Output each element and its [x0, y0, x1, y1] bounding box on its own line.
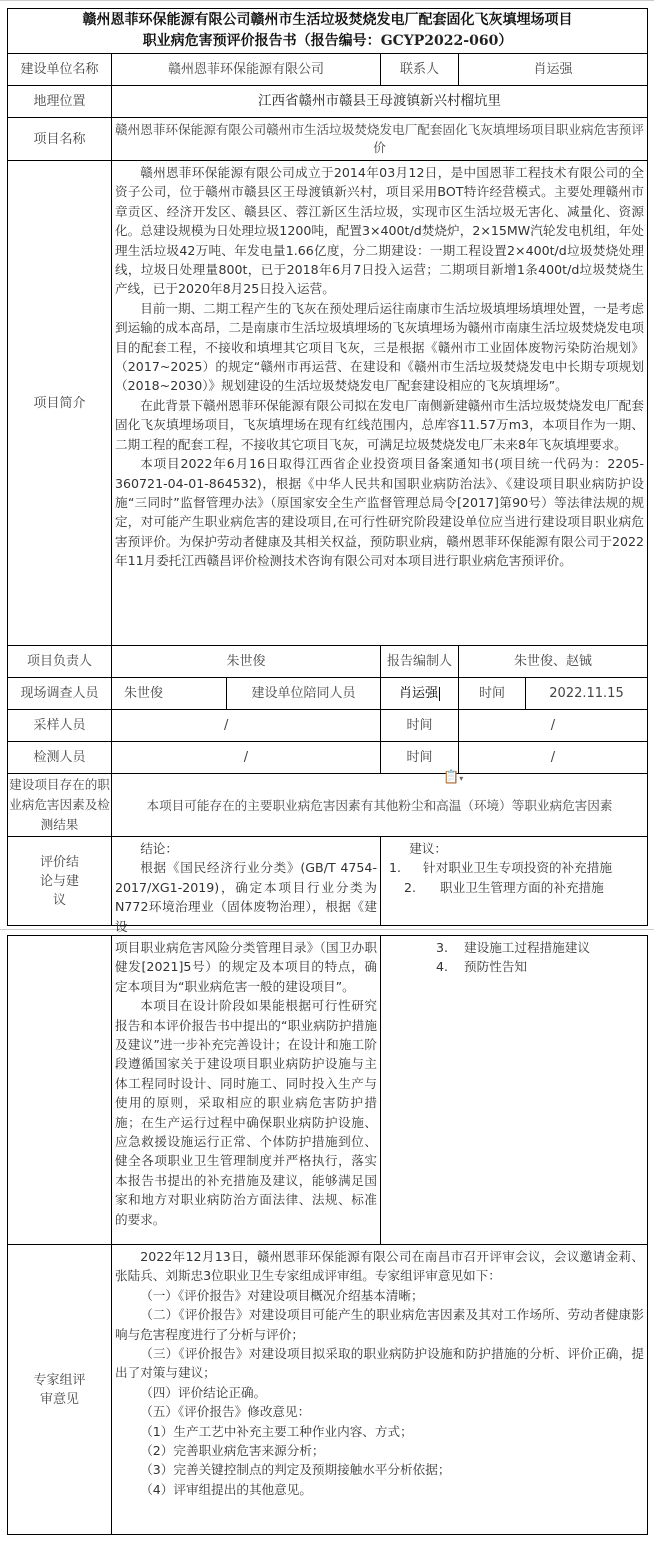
suggestions-part1[interactable]: [380, 836, 648, 926]
leader-value[interactable]: 朱世俊: [111, 645, 381, 678]
accompany-value[interactable]: [380, 677, 459, 710]
expert-paragraph: （二）《评价报告》对建设项目可能产生的职业病危害因素及其对工作场所、劳动者健康影响与危害程度进行了分析与评价；: [115, 1307, 644, 1342]
expert-paragraph: （一）《评价报告》对建设项目概况介绍基本清晰；: [140, 1287, 424, 1303]
builder-label: 建设单位名称: [7, 53, 112, 86]
title-line-1: 赣州恩菲环保能源有限公司赣州市生活垃圾焚烧发电厂配套固化飞灰填埋场项目: [82, 12, 573, 28]
suggestion-item: [384, 938, 644, 957]
conclusion-paragraph: 本项目在设计阶段如果能根据可行性研究报告和本评价报告书中提出的“职业病防护措施及建议”进一步补充完善设计；在设计和施工阶段遵循国家关于建设项目职业病防护设施与主体工程同时设计、同时施工、同时投入生产与使用的原则，采取相应的职业病危害防护措施；在生产运行过程中确保职业病防护设施、应急救援设施运行正常、个体防护措施到位、健全各项职业卫生管理制度并严格执行，落实本报告书提出的补充措施及建议，能够满足国家和地方对职业病防治方面法律、法规、标准的要求。: [115, 998, 377, 1227]
testing-value[interactable]: /: [111, 741, 381, 774]
page-title: [7, 8, 648, 54]
sampling-label: 采样人员: [7, 709, 112, 742]
hazard-value[interactable]: 本项目可能存在的主要职业病危害因素有其他粉尘和高温（环境）等职业病危害因素: [111, 773, 648, 837]
chevron-down-icon[interactable]: ▾: [459, 774, 464, 783]
intro-paragraph: 本项目2022年6月16日取得江西省企业投资项目备案通知书(项目统一代码为：2205-360721-04-01-864532)，根据《中华人民共和国职业病防治法》、《建设项目职业病防护设施“三同时”监督管理办法》（原国家安全生产监督管理总局令[2017]第90号）等法律法规的规定，对可能产生职业病危害的建设项目,在可行性研究阶段建设单位应当进行建设项目职业病危害预评价。为保护劳动者健康及其相关权益，预防职业病，赣州恩菲环保能源有限公司于2022年11月委托江西赣昌评价检测技术咨询有限公司对本项目进行职业病危害预评价。: [115, 456, 644, 569]
suggestion-num: 2.: [404, 879, 417, 895]
contact-value[interactable]: 肖运强: [458, 53, 648, 86]
expert-paragraph: （4）评审组提出的其他意见。: [140, 1481, 312, 1497]
title-line-2: [143, 31, 513, 52]
expert-paragraph: （3）完善关键控制点的判定及预期接触水平分析依据；: [140, 1462, 451, 1478]
location-label: 地理位置: [7, 85, 112, 118]
testing-time-label: 时间: [380, 741, 459, 774]
testing-label: 检测人员: [7, 741, 112, 774]
suggestions-part2[interactable]: [380, 935, 648, 1245]
survey-label: 现场调查人员: [7, 677, 112, 710]
conclusion-heading: 结论：: [140, 841, 178, 856]
report-code: GCYP2022-060: [380, 33, 499, 49]
intro-text[interactable]: [111, 160, 648, 646]
sampling-time-label: 时间: [380, 709, 459, 742]
suggestion-text: 预防性告知: [464, 959, 527, 975]
conclusion-label-continued: [7, 935, 112, 1245]
title-prefix: 职业病危害预评价报告书（报告编号：: [142, 33, 381, 49]
conclusion-paragraph: 项目职业病危害风险分类管理目录》（国卫办职健发[2021]5号）的规定及本项目的特点，确定本项目为“职业病危害一般的建设项目”。: [115, 940, 377, 994]
builder-value[interactable]: 赣州恩菲环保能源有限公司: [111, 53, 381, 86]
intro-paragraph: 目前一期、二期工程产生的飞灰在预处理后运往南康市生活垃圾填埋场填埋处置，一是考虑到运输的成本高昂，二是南康市生活垃圾填埋场的飞灰填埋场为赣州市南康生活垃圾焚烧发电项目的配套工程，不接收和填埋其它项目飞灰，三是根据《赣州市工业固体废物污染防治规划》（2017~2025）的规定“赣州市再运营、在建设和《赣州市生活垃圾焚烧发电中长期专项规划（2018~2030）》规划建设的生活垃圾焚烧发电厂配套建设相应的飞灰填埋场”。: [115, 300, 644, 394]
intro-paragraph: 赣州恩菲环保能源有限公司成立于2014年03月12日，是中国恩菲工程技术有限公司的全资子公司，位于赣州市赣县区王母渡镇新兴村，项目采用BOT特许经营模式。主要处理赣州市章贡区、经济开发区、赣县区、蓉江新区生活垃圾，实现市区生活垃圾无害化、减量化、资源化。总建设规模为日处理垃圾1200吨，配置3×400t/d焚烧炉，2×15MW汽轮发电机组，年处理生活垃圾42万吨、年发电量1.66亿度，分二期建设：一期工程设置2×400t/d垃圾焚烧处理线，垃圾日处理量800t，已于2018年6月7日投入运营；二期项目新增1条400t/d垃圾焚烧生产线，已于2020年8月25日投入运营。: [115, 165, 644, 297]
survey-value[interactable]: 朱世俊: [111, 677, 227, 710]
leader-label: 项目负责人: [7, 645, 112, 678]
intro-label: 项目简介: [7, 160, 112, 646]
suggestion-item: [384, 878, 644, 897]
expert-paragraph: （四）评价结论正确。: [140, 1384, 267, 1400]
location-value[interactable]: 江西省赣州市赣县王母渡镇新兴村榴坑里: [111, 85, 648, 118]
suggestion-text: 建设施工过程措施建议: [464, 940, 590, 955]
intro-paragraph: 在此背景下赣州恩菲环保能源有限公司拟在发电厂南侧新建赣州市生活垃圾焚烧发电厂配套固化飞灰填埋场项目，飞灰填埋场在现有红线范围内，总库容11.57万m3，本项目作为一期、二期工程的配套工程，不接收其它项目飞灰，可满足垃圾焚烧发电厂未来8年飞灰填埋要求。: [115, 397, 644, 452]
conclusion-text-part2[interactable]: [111, 935, 381, 1245]
suggest-heading: 建议：: [409, 841, 447, 856]
survey-time-label: 时间: [458, 677, 526, 710]
suggestion-num: 4.: [436, 959, 449, 975]
expert-paragraph: （五）《评价报告》修改意见：: [140, 1404, 311, 1420]
expert-paragraph: （2）完善职业病危害来源分析；: [140, 1443, 325, 1459]
survey-time-value[interactable]: 2022.11.15: [525, 677, 648, 710]
suggestion-text: 针对职业卫生专项投资的补充措施: [423, 860, 612, 876]
expert-paragraph: （三）《评价报告》对建设项目拟采取的职业病防护设施和防护措施的分析、评价正确，提出了对策与建议；: [115, 1346, 644, 1381]
clipboard-icon[interactable]: 📋▾: [443, 770, 464, 785]
project-name-label: 项目名称: [7, 117, 112, 161]
author-value[interactable]: 朱世俊、赵铖: [458, 645, 648, 678]
project-name-value[interactable]: 赣州恩菲环保能源有限公司赣州市生活垃圾焚烧发电厂配套固化飞灰填埋场项目职业病危害预评价: [111, 117, 648, 161]
expert-opinion[interactable]: [111, 1244, 648, 1535]
suggestion-text: 职业卫生管理方面的补充措施: [440, 879, 604, 895]
conclusion-text-part1[interactable]: [111, 836, 381, 934]
expert-label: 专家组评审意见: [7, 1244, 112, 1535]
contact-label: 联系人: [380, 53, 459, 86]
conclusion-paragraph: 根据《国民经济行业分类》(GB/T 4754-2017/XG1-2019)，确定本项目行业分类为N772环境治理业（固体废物治理），根据《建设: [115, 860, 377, 934]
suggestion-num: 1.: [389, 860, 402, 876]
text-cursor: [439, 687, 440, 701]
hazard-label: 建设项目存在的职业病危害因素及检测结果: [7, 773, 112, 837]
expert-paragraph: 2022年12月13日，赣州恩菲环保能源有限公司在南昌市召开评审会议，会议邀请金莉、张陆兵、刘斯忠3位职业卫生专家组成评审组。专家组评审意见如下：: [115, 1249, 644, 1284]
accompany-text: 肖运强: [398, 686, 438, 701]
sampling-time-value[interactable]: /: [458, 709, 648, 742]
author-label: 报告编制人: [380, 645, 459, 678]
conclusion-label: 评价结论与建议: [7, 836, 112, 926]
accompany-label: 建设单位陪同人员: [226, 677, 381, 710]
suggestion-item: [384, 957, 644, 976]
title-suffix: ）: [498, 33, 513, 49]
suggestion-num: 3.: [436, 940, 449, 955]
suggestion-item: [364, 858, 644, 877]
sampling-value[interactable]: /: [111, 709, 381, 742]
page-guide: [0, 0, 654, 1]
expert-paragraph: （1）生产工艺中补充主要工种作业内容、方式；: [140, 1423, 413, 1439]
testing-time-value[interactable]: /: [458, 741, 648, 774]
